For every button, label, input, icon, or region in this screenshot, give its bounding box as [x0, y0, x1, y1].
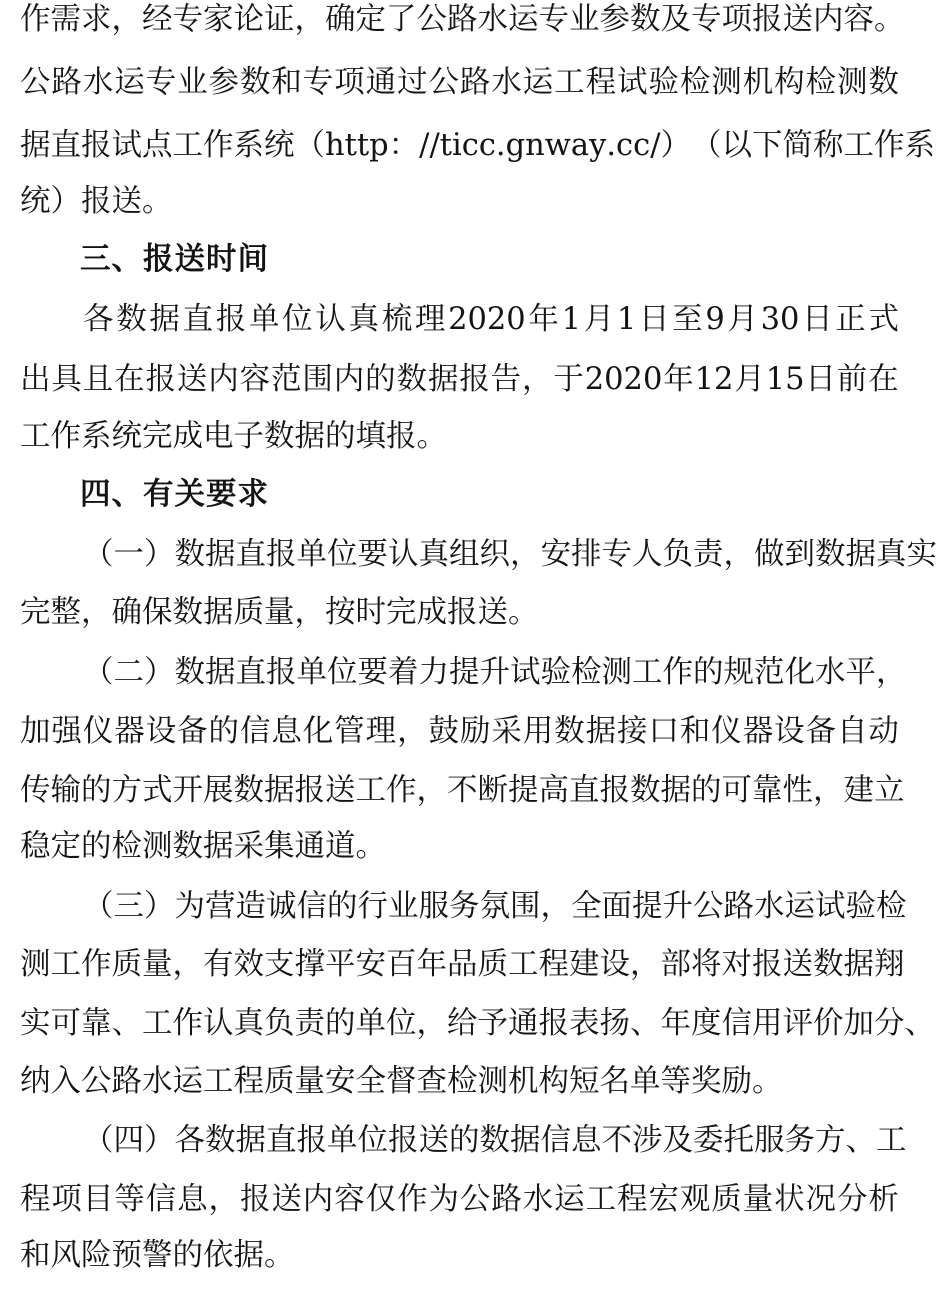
- text-line: （ 二 ） 数 据 直 报 单 位 要 着 力 提 升 试 验 检 测 工 作 的 规 范 化 水 平 ，: [83, 655, 907, 690]
- text-line: 公 路 水 运 专 业 参 数 和 专 项 通 过 公 路 水 运 工 程 试 验 检 测 机 构 检 测 数: [20, 65, 899, 100]
- text-line: 完整，确保数据质量，按时完成报送。: [20, 595, 539, 630]
- text-line: 和风险预警的依据。: [20, 1238, 295, 1273]
- text-line: 纳入公路水运工程质量安全督查检测机构短名单等奖励。: [20, 1064, 783, 1099]
- section-heading: 三、报送时间: [80, 242, 269, 277]
- text-line: 各 数 据 直 报 单 位 认 真 梳 理 2020 年 1 月 1 日 至 9 月 30 日 正 式: [83, 302, 899, 337]
- text-line: 出 具 且 在 报 送 内 容 范 围 内 的 数 据 报 告 ， 于 2020 年 12 月 15 日 前 在: [20, 362, 899, 397]
- text-line: （ 四 ） 各 数 据 直 报 单 位 报 送 的 数 据 信 息 不 涉 及 委 托 服 务 方 、 工: [83, 1123, 907, 1158]
- text-line: 据 直 报 试 点 工 作 系 统 （ http：//ticc . gnway . cc/ ） （ 以 下 简 称 工 作 系: [20, 128, 935, 163]
- text-line: 工作系统完成电子数据的填报。: [20, 419, 447, 454]
- text-line: （ 三 ） 为 营 造 诚 信 的 行 业 服 务 氛 围 ， 全 面 提 升 公 路 水 运 试 验 检: [83, 889, 907, 924]
- text-line: 测 工 作 质 量 ， 有 效 支 撑 平 安 百 年 品 质 工 程 建 设 ， 部 将 对 报 送 数 据 翔: [20, 947, 905, 982]
- text-line: 传 输 的 方 式 开 展 数 据 报 送 工 作 ， 不 断 提 高 直 报 数 据 的 可 靠 性 ， 建 立: [20, 773, 905, 808]
- text-line: 统）报送。: [20, 184, 173, 219]
- text-line: （ 一 ） 数 据 直 报 单 位 要 认 真 组 织 ， 安 排 专 人 负 责 ， 做 到 数 据 真 实: [83, 537, 937, 572]
- text-line: 稳定的检测数据采集通道。: [20, 829, 386, 864]
- section-heading: 四、有关要求: [80, 477, 269, 512]
- text-line: 作 需 求 ， 经 专 家 论 证 ， 确 定 了 公 路 水 运 专 业 参 数 及 专 项 报 送 内 容 。: [20, 2, 905, 37]
- text-line: 程 项 目 等 信 息 ， 报 送 内 容 仅 作 为 公 路 水 运 工 程 宏 观 质 量 状 况 分 析: [20, 1182, 899, 1217]
- text-line: 加 强 仪 器 设 备 的 信 息 化 管 理 ， 鼓 励 采 用 数 据 接 口 和 仪 器 设 备 自 动: [20, 714, 899, 749]
- text-line: 实 可 靠 、 工 作 认 真 负 责 的 单 位 ， 给 予 通 报 表 扬 、 年 度 信 用 评 价 加 分 、: [20, 1006, 935, 1041]
